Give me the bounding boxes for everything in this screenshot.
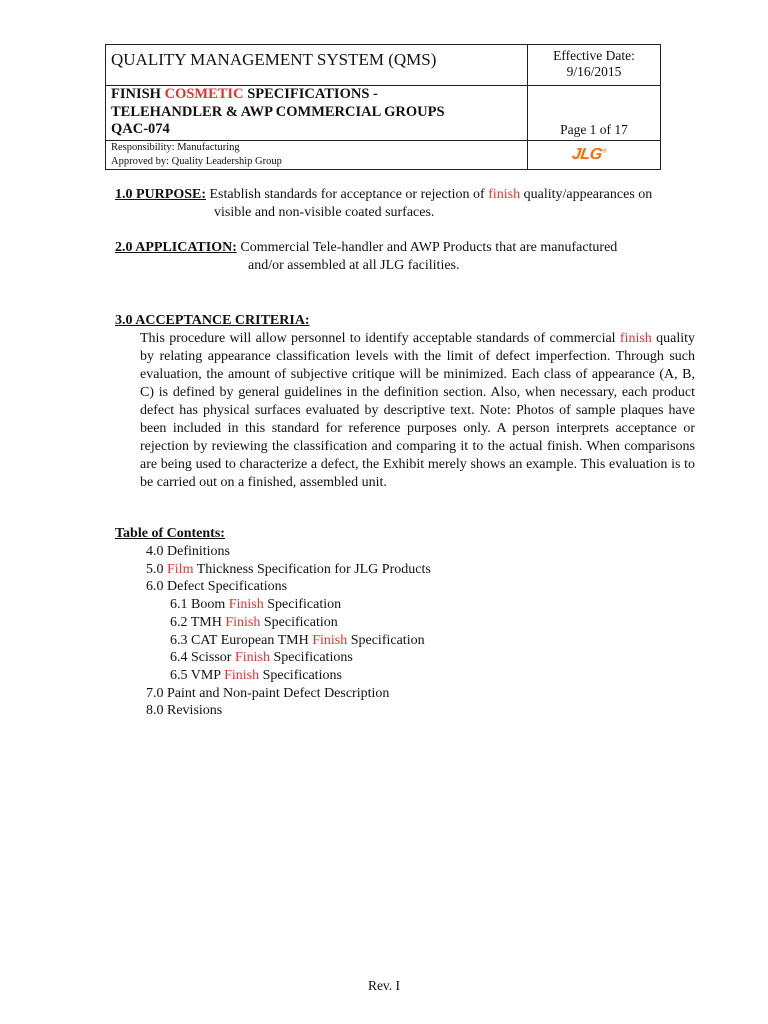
system-title-cell bbox=[106, 45, 528, 86]
toc-item: 6.4 Scissor Finish Specifications bbox=[170, 650, 353, 666]
acceptance-heading: 3.0 ACCEPTANCE CRITERIA: bbox=[115, 313, 310, 328]
responsibility: Responsibility: Manufacturing bbox=[111, 142, 240, 153]
table-of-contents bbox=[115, 525, 431, 720]
spec-title-cell bbox=[106, 86, 528, 141]
page-number-cell bbox=[528, 86, 661, 141]
revision-footer: Rev. I bbox=[367, 978, 401, 993]
application-section bbox=[115, 239, 705, 275]
spec-title-highlight: COSMETIC bbox=[164, 86, 244, 102]
purpose-section bbox=[115, 186, 705, 222]
purpose-text-1: Establish standards for acceptance or rejection of bbox=[206, 187, 489, 202]
doc-number: QAC-074 bbox=[111, 121, 170, 137]
purpose-line-2: visible and non-visible coated surfaces. bbox=[214, 205, 435, 220]
toc-item: 6.5 VMP Finish Specifications bbox=[170, 667, 342, 683]
application-line-2: and/or assembled at all JLG facilities. bbox=[248, 258, 460, 273]
acceptance-section bbox=[115, 312, 695, 492]
toc-item: 6.3 CAT European TMH Finish Specification bbox=[170, 632, 425, 648]
approved-by: Approved by: Quality Leadership Group bbox=[111, 156, 282, 167]
toc-heading: Table of Contents: bbox=[115, 526, 225, 541]
spec-title-part2: SPECIFICATIONS - bbox=[243, 86, 378, 102]
purpose-text-2: quality/appearances on bbox=[520, 187, 653, 202]
effective-date-cell bbox=[528, 45, 661, 86]
toc-item: 7.0 Paint and Non-paint Defect Description bbox=[146, 685, 390, 701]
spec-title-line2: TELEHANDLER & AWP COMMERCIAL GROUPS bbox=[111, 103, 445, 120]
toc-item: 8.0 Revisions bbox=[146, 703, 223, 719]
toc-item: 6.0 Defect Specifications bbox=[146, 579, 288, 595]
purpose-heading: 1.0 PURPOSE: bbox=[115, 187, 206, 202]
application-heading: 2.0 APPLICATION: bbox=[115, 240, 237, 255]
acceptance-highlight: finish bbox=[619, 331, 652, 346]
application-line-1: Commercial Tele-handler and AWP Products that are manufactured bbox=[236, 240, 618, 255]
toc-item: 5.0 Film Thickness Specification for JLG Products bbox=[146, 561, 431, 577]
purpose-highlight: finish bbox=[488, 187, 521, 202]
document-header-table bbox=[105, 44, 661, 170]
logo-cell bbox=[528, 141, 661, 170]
toc-item: 6.2 TMH Finish Specification bbox=[170, 614, 338, 630]
toc-item: 6.1 Boom Finish Specification bbox=[170, 597, 342, 613]
responsibility-cell bbox=[106, 141, 528, 170]
system-title: QUALITY MANAGEMENT SYSTEM (QMS) bbox=[111, 50, 437, 69]
effective-date-label: Effective Date: bbox=[553, 48, 635, 63]
effective-date: 9/16/2015 bbox=[566, 64, 622, 79]
toc-item: 4.0 Definitions bbox=[146, 544, 230, 559]
spec-title-part1: FINISH bbox=[111, 86, 165, 102]
page-number: Page 1 of 17 bbox=[560, 122, 628, 137]
jlg-logo: JLG® bbox=[571, 146, 607, 163]
acceptance-body: This procedure will allow personnel to identify acceptable standards of commercial finish quality by relating appearance classification levels with the limit of defect imperfection. Through such evaluation, the amount of subjective critique will be minimized. Each class of appearance (A, B, C) is defined by general guidelines in the definition section. Also, when necessary, each product defect has physical surfaces evaluated by descriptive text. Note: Photos of sample plaques have been included in this standard for reference purposes only. A person interprets acceptance or rejection by reviewing the classification and comparing it to the actual finish. When comparisons are being used to characterize a defect, the Exhibit merely shows an example. This evaluation is to be carried out on a finished, assembled unit. bbox=[140, 331, 695, 490]
